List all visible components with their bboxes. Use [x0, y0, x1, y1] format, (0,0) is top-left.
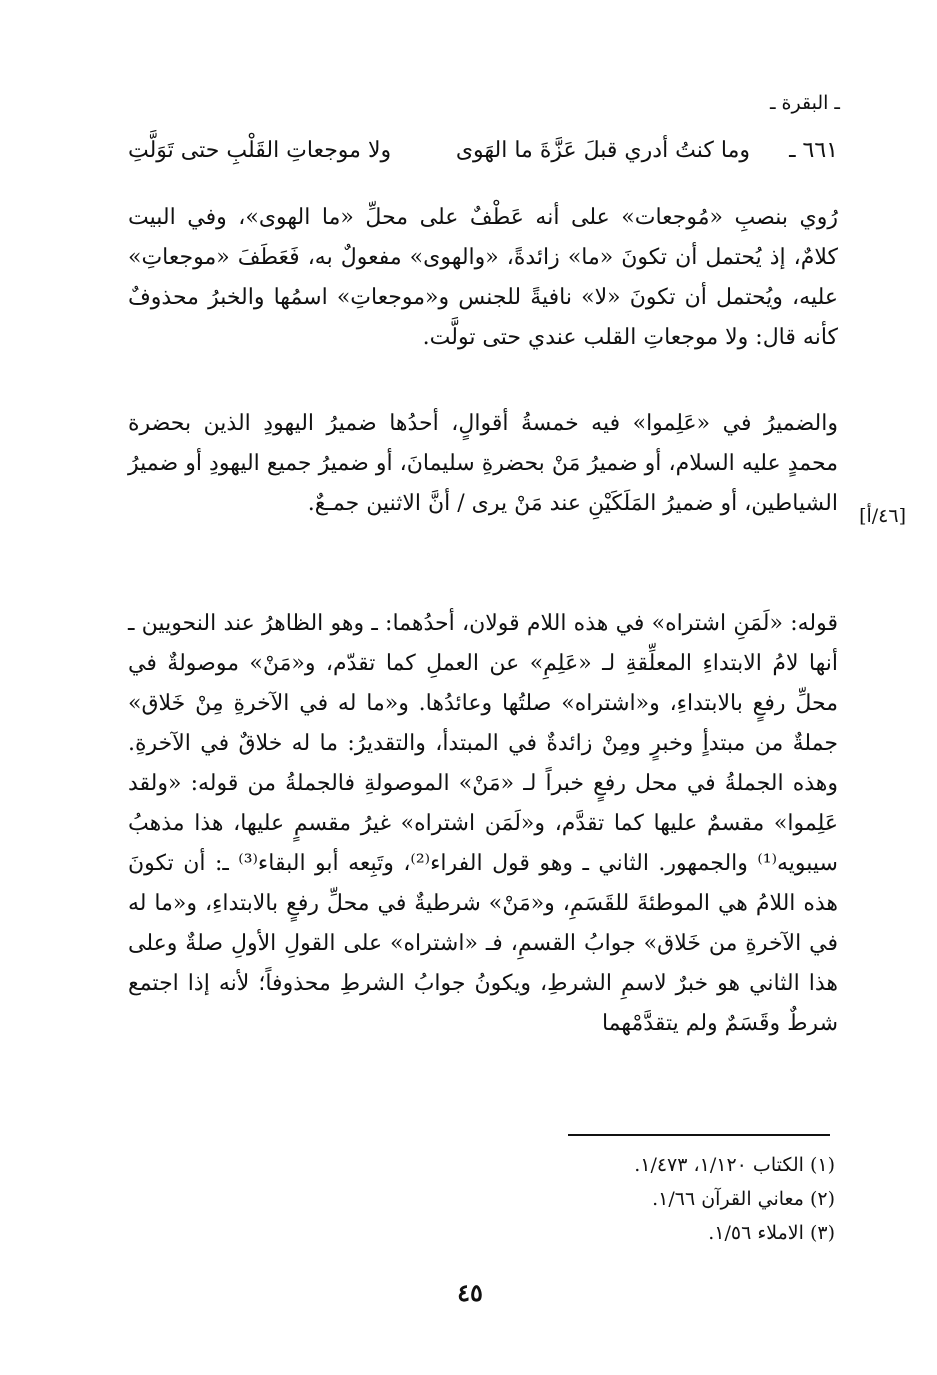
footnote-2: (٢) معاني القرآن ١/٦٦. [652, 1188, 835, 1210]
verse-number: ٦٦١ ـ [789, 138, 838, 163]
poetry-verse [128, 138, 838, 178]
paragraph-verse-commentary: رُوي بنصبِ «مُوجعات» على أنه عَطْفٌ على محلِّ «ما الهوى»، وفي البيت كلامٌ، إذ يُحتمل أن تكونَ «ما» زائدةً، «والهوى» مفعولٌ به، فَعَطَفَ «موجعاتِ» عليه، ويُحتمل أن تكونَ «لا» نافيةً للجنس و«موجعاتِ» اسمُها والخبرُ محذوفٌ كأنه قال: ولا موجعاتِ القلب عندي حتى تولَّت. [128, 205, 838, 350]
verse-hemistich-first: وما كنتُ أدري قبلَ عَزَّةَ ما الهَوى [455, 138, 750, 163]
running-head: ـ البقرة ـ [769, 92, 840, 114]
manuscript-folio-reference: [٤٦/أ] [859, 505, 906, 527]
footnote-separator [568, 1134, 830, 1136]
page-number: ٤٥ [457, 1278, 483, 1307]
footnote-1: (١) الكتاب ١/١٢٠، ١/٤٧٣. [634, 1154, 835, 1176]
footnotes [500, 1148, 835, 1250]
footnote-3: (٣) الاملاء ١/٥٦. [708, 1222, 835, 1244]
verse-hemistich-second: ولا موجعاتِ القَلْبِ حتى تَوَلَّتِ [128, 138, 392, 163]
paragraph-pronoun-opinions: والضميرُ في «عَلِموا» فيه خمسةُ أقوالٍ، أحدُها ضميرُ اليهودِ الذين بحضرة محمدٍ عليه السلام، أو ضميرُ مَنْ بحضرةِ سليمانَ، أو ضميرُ جميع اليهودِ أو ضميرُ الشياطين، أو ضميرُ المَلَكَيْنِ عند مَنْ يرى / أنَّ الاثنين جمـعٌ. [128, 411, 838, 516]
paragraph-lam-discussion: قوله: «لَمَنِ اشتراه» في هذه اللام قولان، أحدُهما: ـ وهو الظاهرُ عند النحويين ـ أنها لامُ الابتداءِ المعلِّقةِ لـ «عَلِمِ» عن العملِ كما تقدّم، و«مَنْ» موصولةٌ في محلِّ رفعٍ بالابتداءِ، و«اشتراه» صلتُها وعائدُها. و«ما له في الآخرةِ مِنْ خَلاق» جملةٌ من مبتدأٍ وخبرٍ ومِنْ زائدةٌ في المبتدأ، والتقديرُ: ما له خلاقٌ في الآخرةِ. وهذه الجملةُ في محل رفعٍ خبراً لـ «مَنْ» الموصولةِ فالجملةُ من قوله: «ولقد عَلِموا» مقسمٌ عليها كما تقدَّم، و«لَمَن اشتراه» غيرُ مقسمٍ عليها، هذا مذهبُ سيبويه⁽¹⁾ والجمهور. الثاني ـ وهو قول الفراء⁽²⁾، وتَبِعه أبو البقاء⁽³⁾ ـ: أن تكونَ هذه اللامُ هي الموطئةَ للقَسَمِ، و«مَنْ» شرطيةٌ في محلِّ رفعٍ بالابتداءِ، و«ما له في الآخرةِ من خَلاق» جوابُ القسمِ، فـ «اشتراه» على القولِ الأولِ صلةٌ وعلى هذا الثاني هو خبرٌ لاسمِ الشرطِ، ويكونُ جوابُ الشرطِ محذوفاً؛ لأنه إذا اجتمع شرطٌ وقَسَمٌ ولم يتقدَّمْهما [128, 611, 838, 1036]
